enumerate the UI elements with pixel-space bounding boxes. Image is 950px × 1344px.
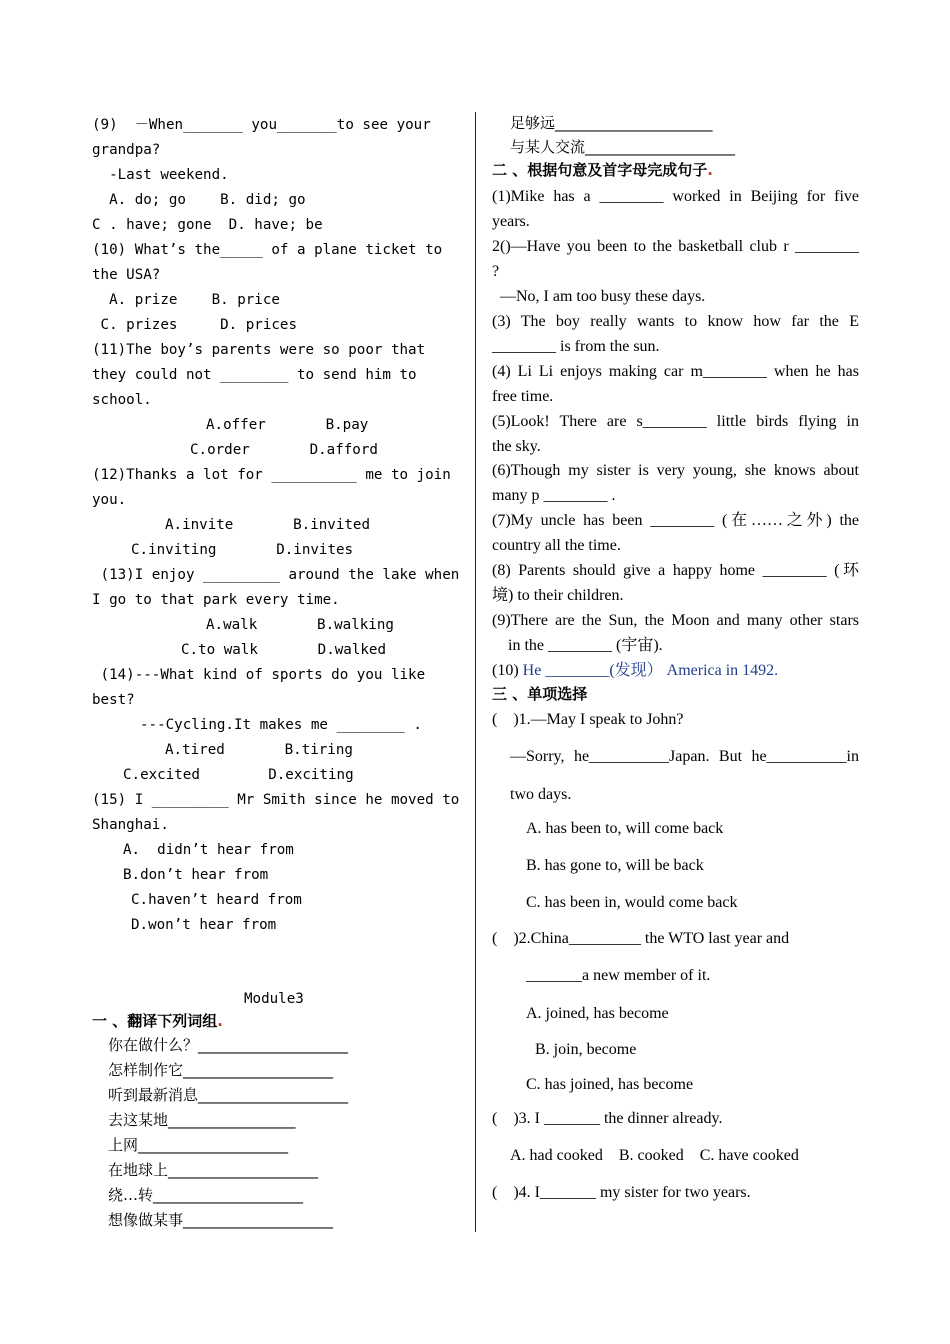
- mc-q3: ( )3. I _______ the dinner already.: [492, 1110, 723, 1127]
- q11-line1: (11)The boy’s parents were so poor that: [92, 342, 426, 358]
- fill-q3-line2: ________ is from the sun.: [492, 338, 660, 355]
- mc-q1-line2: —Sorry, he__________Japan. But he__________in: [510, 748, 859, 765]
- mc-q1-option-b: B. has gone to, will be back: [526, 857, 704, 874]
- q14-line1: (14)---What kind of sports do you like: [92, 667, 426, 683]
- section-3-heading: 三 、单项选择: [492, 685, 588, 703]
- translate-item-2: 怎样制作它____________________: [108, 1061, 334, 1079]
- fill-q8-line1: (8) Parents should give a happy home ________ (环: [492, 562, 859, 579]
- translate-item-9: 足够远_____________________: [510, 114, 713, 132]
- translate-item-1: 你在做什么？____________________: [108, 1036, 349, 1054]
- fill-q10: (10) He ________(发现） America in 1492.: [492, 662, 779, 679]
- q10-line1: (10) What’s the_____ of a plane ticket to: [92, 242, 443, 258]
- mc-q2: ( )2.China_________ the WTO last year and: [492, 930, 790, 947]
- mc-q2-line2: _______a new member of it.: [526, 967, 711, 984]
- fill-q6-line2: many p ________ .: [492, 487, 616, 504]
- q9-line1: (9) －When_______ you_______to see your: [92, 117, 431, 133]
- mc-q3-options: A. had cooked B. cooked C. have cooked: [510, 1147, 799, 1164]
- fill-q9-line1: (9)There are the Sun, the Moon and many other stars: [492, 612, 859, 629]
- q12-options-ab: A.invite B.invited: [165, 517, 370, 533]
- q11-options-cd: C.order D.afford: [190, 442, 378, 458]
- fill-q3-line1: (3) The boy really wants to know how far the E: [492, 313, 859, 330]
- mc-q1-option-c: C. has been in, would come back: [526, 894, 738, 911]
- fill-q9-line2: in the ________ (宇宙).: [508, 637, 663, 654]
- q14-options-ab: A.tired B.tiring: [165, 742, 353, 758]
- q15-option-c: C.haven’t heard from: [131, 892, 302, 908]
- q15-option-b: B.don’t hear from: [123, 867, 269, 883]
- fill-q7-line1: (7)My uncle has been ________ (在……之外) the: [492, 512, 859, 529]
- mc-q2-option-b: B. join, become: [535, 1041, 637, 1058]
- q15-option-d: D.won’t hear from: [131, 917, 277, 933]
- q15-line2: Shanghai.: [92, 817, 169, 833]
- mc-q1-line3: two days.: [510, 786, 572, 803]
- mc-q1: ( )1.—May I speak to John?: [492, 711, 684, 728]
- q14-line2: best?: [92, 692, 135, 708]
- mc-q2-option-a: A. joined, has become: [526, 1005, 669, 1022]
- translate-item-3: 听到最新消息____________________: [108, 1086, 349, 1104]
- translate-item-4: 去这某地_________________: [108, 1111, 296, 1129]
- fill-q2-answer: —No, I am too busy these days.: [500, 288, 706, 305]
- q9-options-cd: C . have; gone D. have; be: [92, 217, 323, 233]
- fill-q1-line2: years.: [492, 213, 530, 230]
- q12-options-cd: C.inviting D.invites: [131, 542, 354, 558]
- q10-options-ab: A. prize B. price: [92, 292, 280, 308]
- q14-line3: ---Cycling.It makes me ________ .: [140, 717, 422, 733]
- q13-line2: I go to that park every time.: [92, 592, 340, 608]
- q12-line2: you.: [92, 492, 127, 508]
- section-1-heading: 一 、翻译下列词组.: [92, 1012, 223, 1030]
- q12-line1: (12)Thanks a lot for __________ me to join: [92, 467, 451, 483]
- fill-q2-line1: 2()—Have you been to the basketball club r ________: [492, 238, 859, 255]
- q9-line2: grandpa?: [92, 142, 161, 158]
- fill-q4-line1: (4) Li Li enjoys making car m________ when he has: [492, 363, 859, 380]
- q14-options-cd: C.excited D.exciting: [123, 767, 354, 783]
- fill-q5-line1: (5)Look! There are s________ little birds flying in: [492, 413, 859, 430]
- q11-line2: they could not ________ to send him to: [92, 367, 417, 383]
- translate-item-7: 绕…转____________________: [108, 1186, 304, 1204]
- column-divider: [475, 112, 476, 1232]
- module-title: Module3: [244, 991, 304, 1007]
- q13-line1: (13)I enjoy _________ around the lake when: [92, 567, 460, 583]
- q15-line1: (15) I _________ Mr Smith since he moved to: [92, 792, 460, 808]
- q10-options-cd: C. prizes D. prices: [92, 317, 297, 333]
- fill-q7-line2: country all the time.: [492, 537, 621, 554]
- fill-q1-line1: (1)Mike has a ________ worked in Beijing for five: [492, 188, 859, 205]
- section-2-heading: 二 、根据句意及首字母完成句子.: [492, 161, 713, 179]
- q9-options-ab: A. do; go B. did; go: [92, 192, 306, 208]
- mc-q4: ( )4. I_______ my sister for two years.: [492, 1184, 751, 1201]
- q11-line3: school.: [92, 392, 152, 408]
- fill-q6-line1: (6)Though my sister is very young, she knows about: [492, 462, 859, 479]
- q9-answer: -Last weekend.: [92, 167, 229, 183]
- translate-item-5: 上网____________________: [108, 1136, 289, 1154]
- mc-q1-option-a: A. has been to, will come back: [526, 820, 724, 837]
- q13-options-cd: C.to walk D.walked: [181, 642, 386, 658]
- q11-options-ab: A.offer B.pay: [206, 417, 369, 433]
- mc-q2-option-c: C. has joined, has become: [526, 1076, 694, 1093]
- fill-q5-line2: the sky.: [492, 438, 541, 455]
- q15-option-a: A. didn’t hear from: [123, 842, 294, 858]
- q13-options-ab: A.walk B.walking: [206, 617, 394, 633]
- translate-item-10: 与某人交流____________________: [510, 138, 736, 156]
- fill-q4-line2: free time.: [492, 388, 554, 405]
- translate-item-8: 想像做某事____________________: [108, 1211, 334, 1229]
- q10-line2: the USA?: [92, 267, 161, 283]
- fill-q2-line2: ?: [492, 263, 500, 280]
- fill-q8-line2: 境) to their children.: [492, 587, 624, 604]
- translate-item-6: 在地球上____________________: [108, 1161, 319, 1179]
